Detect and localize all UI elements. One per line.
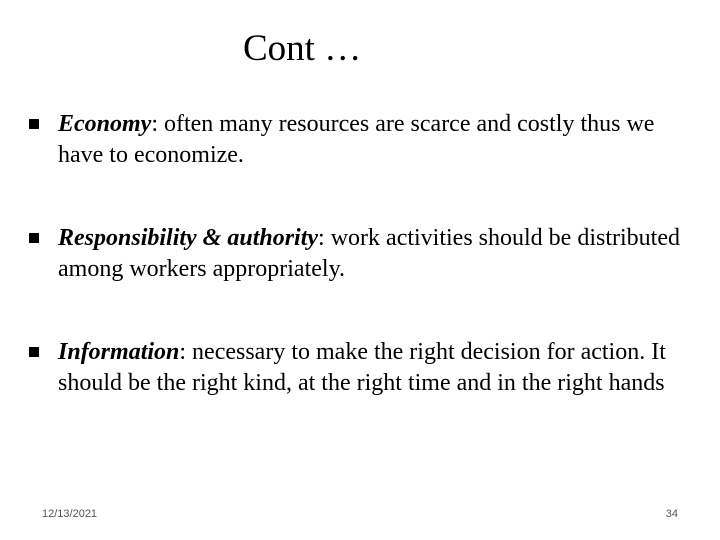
bullet-term: Responsibility & authority: [58, 225, 319, 251]
square-bullet-icon: [29, 119, 39, 129]
bullet-item-responsibility: [29, 223, 689, 285]
bullet-text: [58, 223, 689, 285]
bullet-term: Information: [58, 339, 180, 365]
square-bullet-icon: [29, 233, 39, 243]
slide-title: Cont …: [243, 28, 362, 69]
footer-date: 12/13/2021: [42, 508, 98, 520]
bullet-text: [58, 109, 689, 171]
bullet-description: : often many resources are scarce and costly thus we have to economize.: [58, 111, 655, 168]
bullet-item-information: [29, 337, 689, 399]
square-bullet-icon: [29, 347, 39, 357]
bullet-text: [58, 337, 689, 399]
footer-page-number: 34: [665, 508, 678, 520]
bullet-term: Economy: [58, 111, 152, 137]
bullet-description: : work activities should be distributed among workers appropriately.: [58, 225, 680, 282]
bullet-item-economy: [29, 109, 689, 171]
bullet-description: : necessary to make the right decision for action. It should be the right kind, at the right time and in the right hands: [58, 339, 666, 396]
